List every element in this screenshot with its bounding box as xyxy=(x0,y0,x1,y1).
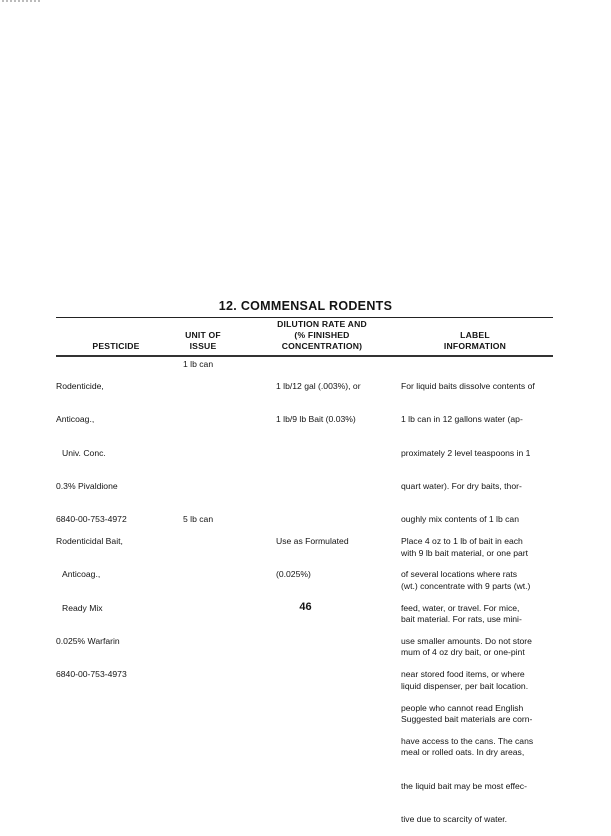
text-line: Anticoag., xyxy=(62,569,101,580)
text-line: 0.3% Pivaldione xyxy=(56,481,118,492)
scan-artifact xyxy=(2,0,42,2)
header-line: DILUTION RATE AND xyxy=(277,319,367,329)
text-line: 6840-00-753-4972 xyxy=(56,514,127,525)
text-line: Ready Mix xyxy=(62,602,103,613)
text-line: 1 lb/9 lb Bait (0.03%) xyxy=(276,414,356,425)
table-top-rule xyxy=(56,317,553,318)
text-line: the liquid bait may be most effec- xyxy=(401,780,527,791)
header-line: PESTICIDE xyxy=(92,341,140,351)
table-header-rule xyxy=(56,355,553,357)
text-line: 1 lb/12 gal (.003%), or xyxy=(276,381,361,392)
header-pesticide xyxy=(56,341,176,352)
header-line: LABEL xyxy=(460,330,490,340)
header-line: (% FINISHED xyxy=(294,330,350,340)
text-line: Univ. Conc. xyxy=(62,447,106,458)
row2-dilution xyxy=(276,514,349,592)
text-line: meal or rolled oats. In dry areas, xyxy=(401,747,525,758)
header-line: CONCENTRATION) xyxy=(281,341,363,351)
row2-label-info xyxy=(401,514,556,758)
text-line: of several locations where rats xyxy=(401,569,518,580)
text-line: near stored food items, or where xyxy=(401,669,525,680)
text-line: people who cannot read English xyxy=(401,702,524,713)
text-line: For liquid baits dissolve contents of xyxy=(401,381,535,392)
text-line: Suggested bait materials are corn- xyxy=(401,714,533,724)
text-line: quart water). For dry baits, thor- xyxy=(401,481,522,492)
header-line: INFORMATION xyxy=(443,341,507,351)
text-line: (0.025%) xyxy=(276,569,311,580)
text-line: oughly mix contents of 1 lb can xyxy=(401,514,519,525)
text-line: bait material. For rats, use mini- xyxy=(401,614,522,625)
text-line: Rodenticide, xyxy=(56,381,104,392)
row1-pesticide xyxy=(56,359,127,537)
row2-unit: 5 lb can xyxy=(183,514,214,524)
text-line: (wt.) concentrate with 9 parts (wt.) xyxy=(401,580,531,591)
text-line: mum of 4 oz dry bait, or one-pint xyxy=(401,647,525,658)
text-line: use smaller amounts. Do not store xyxy=(401,636,532,647)
text-line: 6840-00-753-4973 xyxy=(56,669,127,680)
text-line: with 9 lb bait material, or one part xyxy=(401,547,529,558)
text-line: Anticoag., xyxy=(56,414,95,425)
row1-unit: 1 lb can xyxy=(183,359,214,369)
header-dilution-rate xyxy=(262,319,382,352)
row1-dilution xyxy=(276,359,361,437)
section-title: 12. COMMENSAL RODENTS xyxy=(218,299,393,313)
header-unit-of-issue xyxy=(168,330,238,352)
header-line: UNIT OF xyxy=(185,330,221,340)
text-line: liquid dispenser, per bait location. xyxy=(401,680,529,691)
header-line: ISSUE xyxy=(189,341,217,351)
text-line: 1 lb can in 12 gallons water (ap- xyxy=(401,414,523,425)
text-line: 0.025% Warfarin xyxy=(56,636,120,647)
page-number: 46 xyxy=(299,601,312,613)
text-line: Rodenticidal Bait, xyxy=(56,536,123,547)
text-line: have access to the cans. The cans xyxy=(401,735,534,746)
text-line: Place 4 oz to 1 lb of bait in each xyxy=(401,536,523,547)
text-line: tive due to scarcity of water. xyxy=(401,813,508,824)
header-label-information xyxy=(400,330,550,352)
text-line: feed, water, or travel. For mice, xyxy=(401,602,520,613)
text-line: Use as Formulated xyxy=(276,536,349,547)
text-line: proximately 2 level teaspoons in 1 xyxy=(401,447,531,458)
